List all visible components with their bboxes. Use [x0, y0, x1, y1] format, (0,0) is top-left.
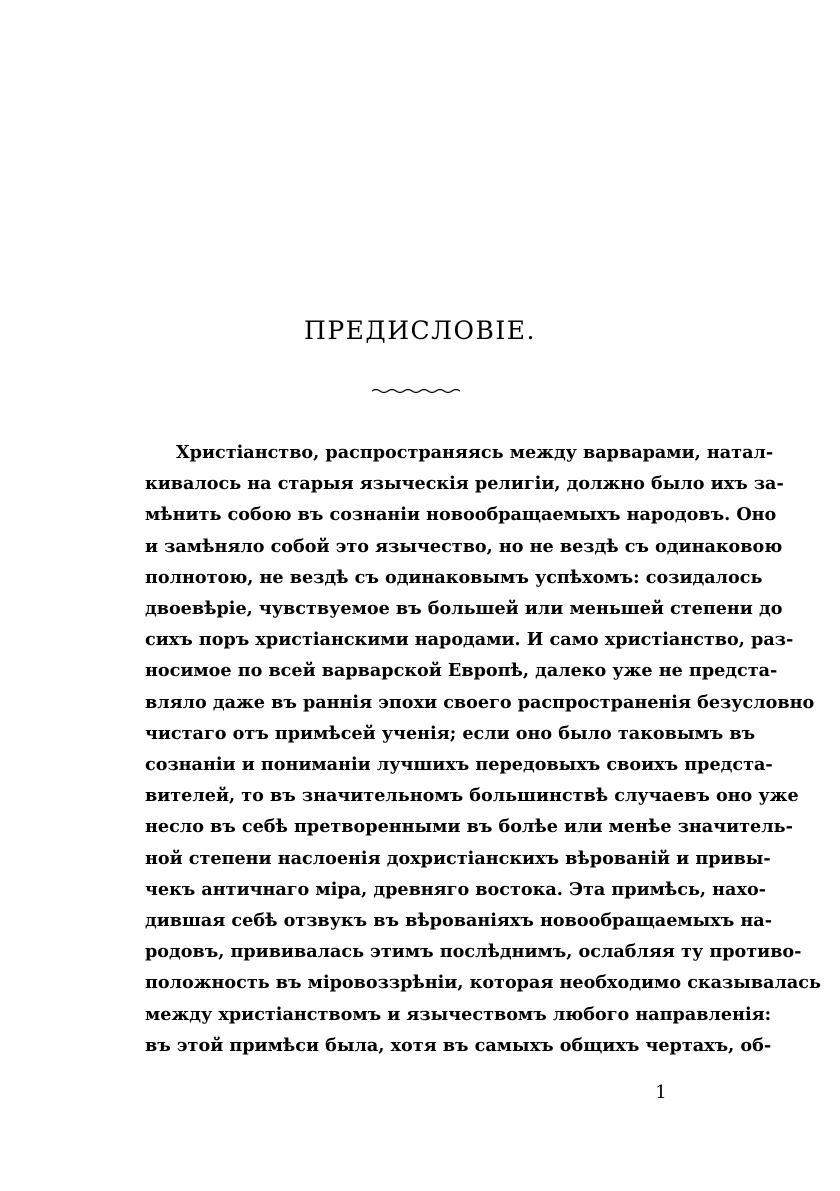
text-line-content: сознаніи и пониманіи лучшихъ передовыхъ своихъ предста-	[145, 754, 773, 775]
text-line-content: сихъ поръ христіанскими народами. И само христіанство, раз-	[145, 629, 794, 651]
text-line-content: и замѣняло собой это язычество, но не вездѣ съ одинаковою	[145, 535, 783, 557]
text-line	[145, 909, 773, 933]
text-line	[145, 878, 766, 902]
text-line-content: между христіанствомъ и язычествомъ любого направленія:	[145, 1003, 772, 1025]
text-line-content: носимое по всей варварской Европѣ, далеко уже не предста-	[145, 660, 778, 682]
text-line-content: вляло даже въ раннія эпохи своего распространенія безусловно	[145, 691, 815, 713]
text-line	[145, 722, 756, 746]
page-title: ПРЕДИСЛОВІЕ.	[304, 316, 536, 345]
text-line	[145, 784, 799, 808]
text-line	[145, 503, 777, 527]
text-line	[145, 628, 794, 652]
text-line-content: вителей, то въ значительномъ большинствѣ случаевъ оно уже	[145, 785, 799, 807]
text-line-content: мѣнить собою въ сознаніи новообращаемыхъ народовъ. Оно	[145, 504, 777, 526]
text-line	[145, 441, 774, 465]
text-line-content: кивалось на старыя языческія религіи, должно было ихъ за-	[145, 473, 784, 495]
page-number: 1	[655, 1082, 667, 1103]
text-line-content: дившая себѣ отзвукъ въ вѣрованіяхъ новообращаемыхъ на-	[145, 910, 773, 931]
text-line-content: въ этой примѣси была, хотя въ самыхъ общихъ чертахъ, об-	[145, 1034, 772, 1056]
text-line-content: ной степени наслоенія дохристіанскихъ вѣрованій и привы-	[145, 847, 771, 869]
text-line	[145, 535, 783, 559]
text-line-content: родовъ, прививалась этимъ послѣднимъ, ослабляя ту противо-	[145, 941, 802, 963]
text-line	[145, 659, 778, 683]
text-line	[145, 472, 784, 496]
text-line-content: двоевѣріе, чувствуемое въ большей или меньшей степени до	[145, 598, 783, 619]
text-line	[145, 815, 793, 839]
text-line-content: положность въ міровоззрѣніи, которая необходимо сказывалась	[145, 972, 821, 994]
text-line-content: чистаго отъ примѣсей ученія; если оно было таковымъ въ	[145, 722, 756, 744]
text-line	[145, 940, 802, 964]
text-line	[145, 1003, 772, 1027]
text-line	[145, 691, 815, 715]
text-line	[145, 1034, 772, 1058]
text-line-content: Христіанство, распространяясь между варварами, натал-	[176, 442, 774, 463]
text-line-content: полнотою, не вездѣ съ одинаковымъ успѣхомъ: созидалось	[145, 566, 763, 588]
text-line	[145, 566, 763, 590]
text-line-content: чекъ античнаго міра, древняго востока. Эта примѣсь, нахо-	[145, 878, 766, 900]
text-line	[145, 597, 783, 621]
text-line	[145, 753, 773, 777]
text-line-content: несло въ себѣ претворенными въ болѣе или менѣе значитель-	[145, 816, 793, 838]
text-line	[145, 971, 821, 995]
ornament-rule-icon	[370, 384, 464, 396]
text-line	[145, 847, 771, 871]
